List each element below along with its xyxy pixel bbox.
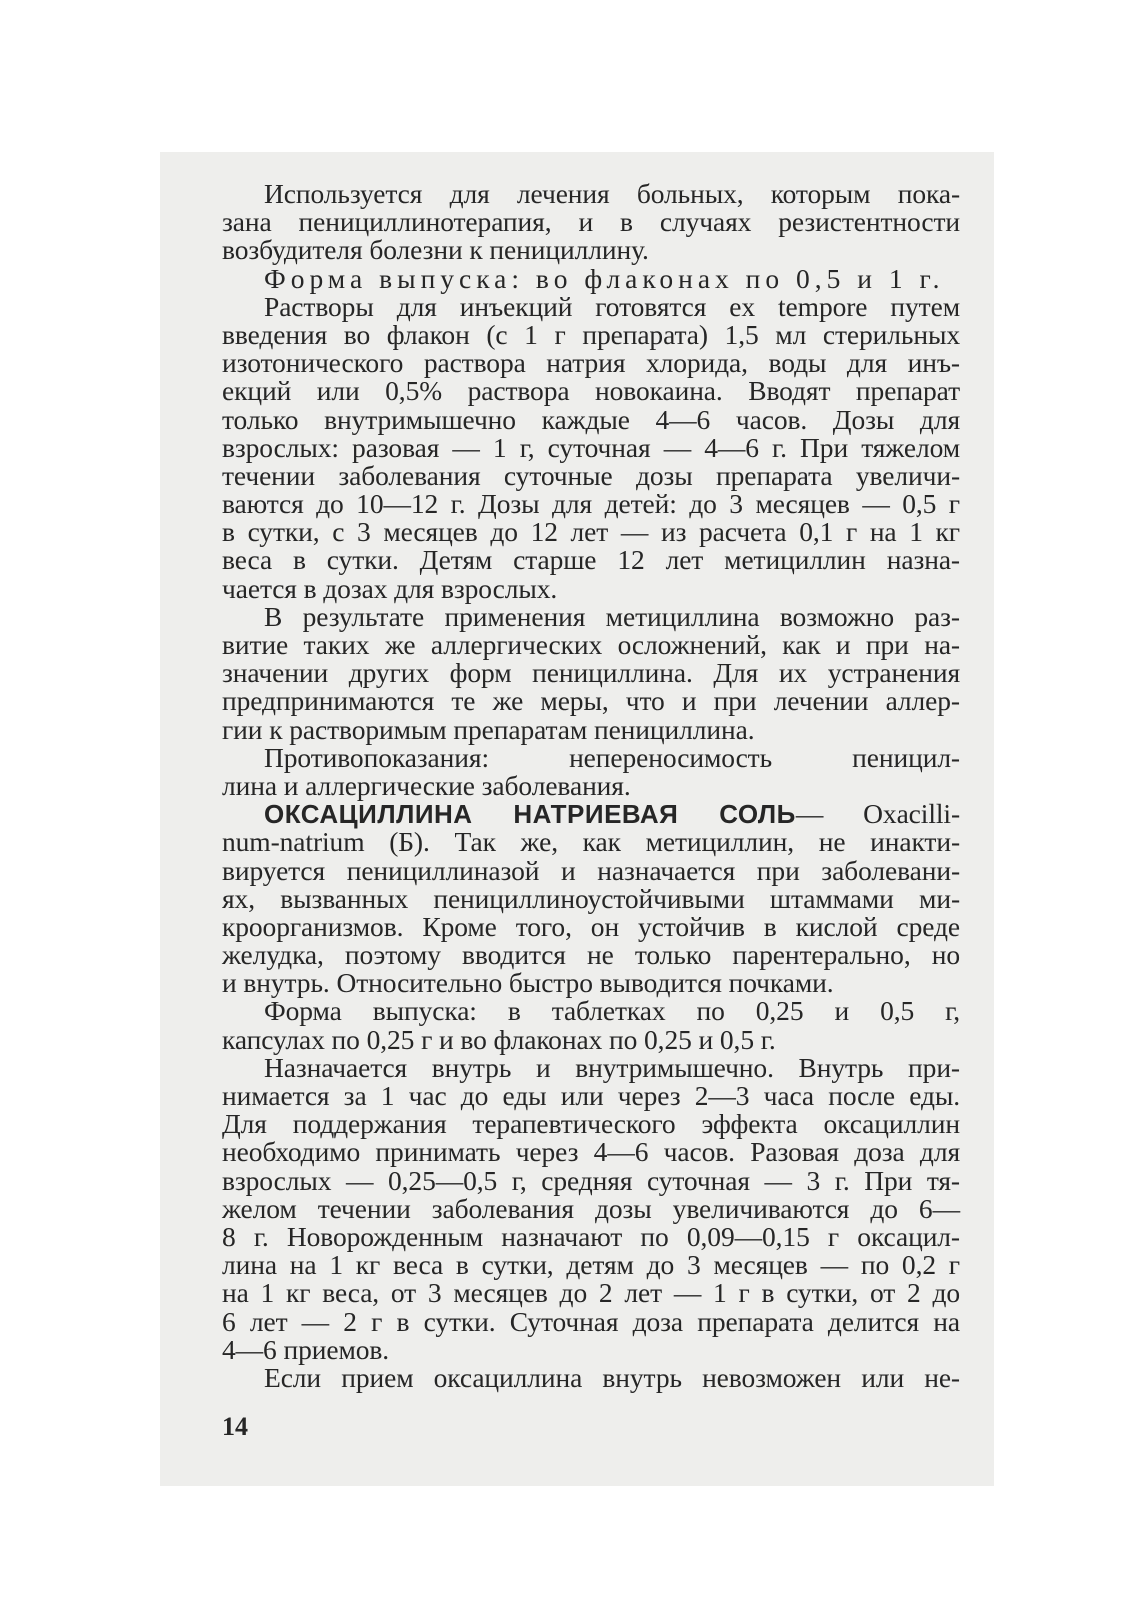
page-body	[222, 180, 960, 1392]
text-line: зана пенициллинотерапия, и в случаях резистентности	[222, 206, 960, 238]
text-line: В результате применения метициллина возможно раз-	[264, 600, 960, 632]
text-line: взрослых: разовая — 1 г, суточная — 4—6 г. При тяжелом	[222, 431, 960, 463]
text-line: 4—6 приемов.	[222, 1333, 390, 1365]
text-line: Если прием оксациллина внутрь невозможен или не-	[264, 1361, 960, 1393]
text-line: предпринимаются те же меры, что и при лечении аллер-	[222, 685, 960, 717]
text-line: капсулах по 0,25 г и во флаконах по 0,25 и 0,5 г.	[222, 1023, 776, 1055]
page-number: 14	[222, 1412, 248, 1441]
text-line: Форма выпуска: в таблетках по 0,25 и 0,5 г,	[264, 995, 960, 1027]
text-line: необходимо принимать через 4—6 часов. Разовая доза для	[222, 1136, 960, 1168]
text-line: вируется пенициллиназой и назначается при заболевани-	[222, 854, 960, 886]
text-line: 8 г. Новорожденным назначают по 0,09—0,15 г оксацил-	[222, 1220, 960, 1252]
text-line: течении заболевания суточные дозы препарата увеличи-	[222, 459, 960, 491]
text-line: в сутки, с 3 месяцев до 12 лет — из расчета 0,1 г на 1 кг	[222, 516, 960, 548]
text-line: взрослых — 0,25—0,5 г, средняя суточная — 3 г. При тя-	[222, 1164, 960, 1196]
text-line: на 1 кг веса, от 3 месяцев до 2 лет — 1 г в сутки, от 2 до	[222, 1277, 960, 1309]
text-line: лина и аллергические заболевания.	[222, 769, 631, 801]
text-line: Для поддержания терапевтического эффекта оксациллин	[222, 1108, 960, 1140]
text-line: значении других форм пенициллина. Для их устранения	[222, 657, 960, 689]
text-line: Растворы для инъекций готовятся ex tempore путем	[264, 290, 960, 322]
text-line: чается в дозах для взрослых.	[222, 572, 558, 604]
text-line: нимается за 1 час до еды или через 2—3 часа после еды.	[222, 1080, 960, 1111]
text-line: ях, вызванных пенициллиноустойчивыми штаммами ми-	[222, 882, 960, 914]
text-line: Назначается внутрь и внутримышечно. Внутрь при-	[264, 1051, 960, 1083]
text-line: екций или 0,5% раствора новокаина. Вводят препарат	[222, 375, 960, 407]
text-line: кроорганизмов. Кроме того, он устойчив в кислой среде	[222, 910, 960, 942]
drug-latin-name: — Oxacilli-	[795, 798, 960, 830]
text-line: возбудителя болезни к пенициллину.	[222, 234, 649, 266]
text-line: гии к растворимым препаратам пенициллина.	[222, 713, 755, 745]
text-line: Форма выпуска: во флаконах по 0,5 и 1 г.	[264, 262, 945, 294]
text-line: ваются до 10—12 г. Дозы для детей: до 3 месяцев — 0,5 г	[222, 488, 960, 520]
text-line: веса в сутки. Детям старше 12 лет метициллин назна-	[222, 544, 960, 576]
text-line: желом течении заболевания дозы увеличиваются до 6—	[222, 1192, 960, 1224]
text-line-heading	[222, 800, 960, 828]
text-line: лина на 1 кг веса в сутки, детям до 3 месяцев — по 0,2 г	[222, 1249, 960, 1281]
text-line: num-natrium (Б). Так же, как метициллин, не инакти-	[222, 826, 960, 858]
text-line: 6 лет — 2 г в сутки. Суточная доза препарата делится на	[222, 1305, 960, 1337]
text-line: изотонического раствора натрия хлорида, воды для инъ-	[222, 347, 960, 379]
text-line: витие таких же аллергических осложнений, как и при на-	[222, 629, 960, 660]
text-line: только внутримышечно каждые 4—6 часов. Дозы для	[222, 403, 960, 435]
text-line: и внутрь. Относительно быстро выводится почками.	[222, 967, 834, 999]
text-line: желудка, поэтому вводится не только парентерально, но	[222, 939, 960, 971]
text-line: Используется для лечения больных, которым пока-	[264, 178, 960, 209]
text-line: введения во флакон (с 1 г препарата) 1,5 мл стерильных	[222, 318, 960, 350]
text-line: Противопоказания: непереносимость пеницил-	[264, 741, 960, 773]
drug-heading: ОКСАЦИЛЛИНА НАТРИЕВАЯ СОЛЬ	[264, 799, 796, 830]
